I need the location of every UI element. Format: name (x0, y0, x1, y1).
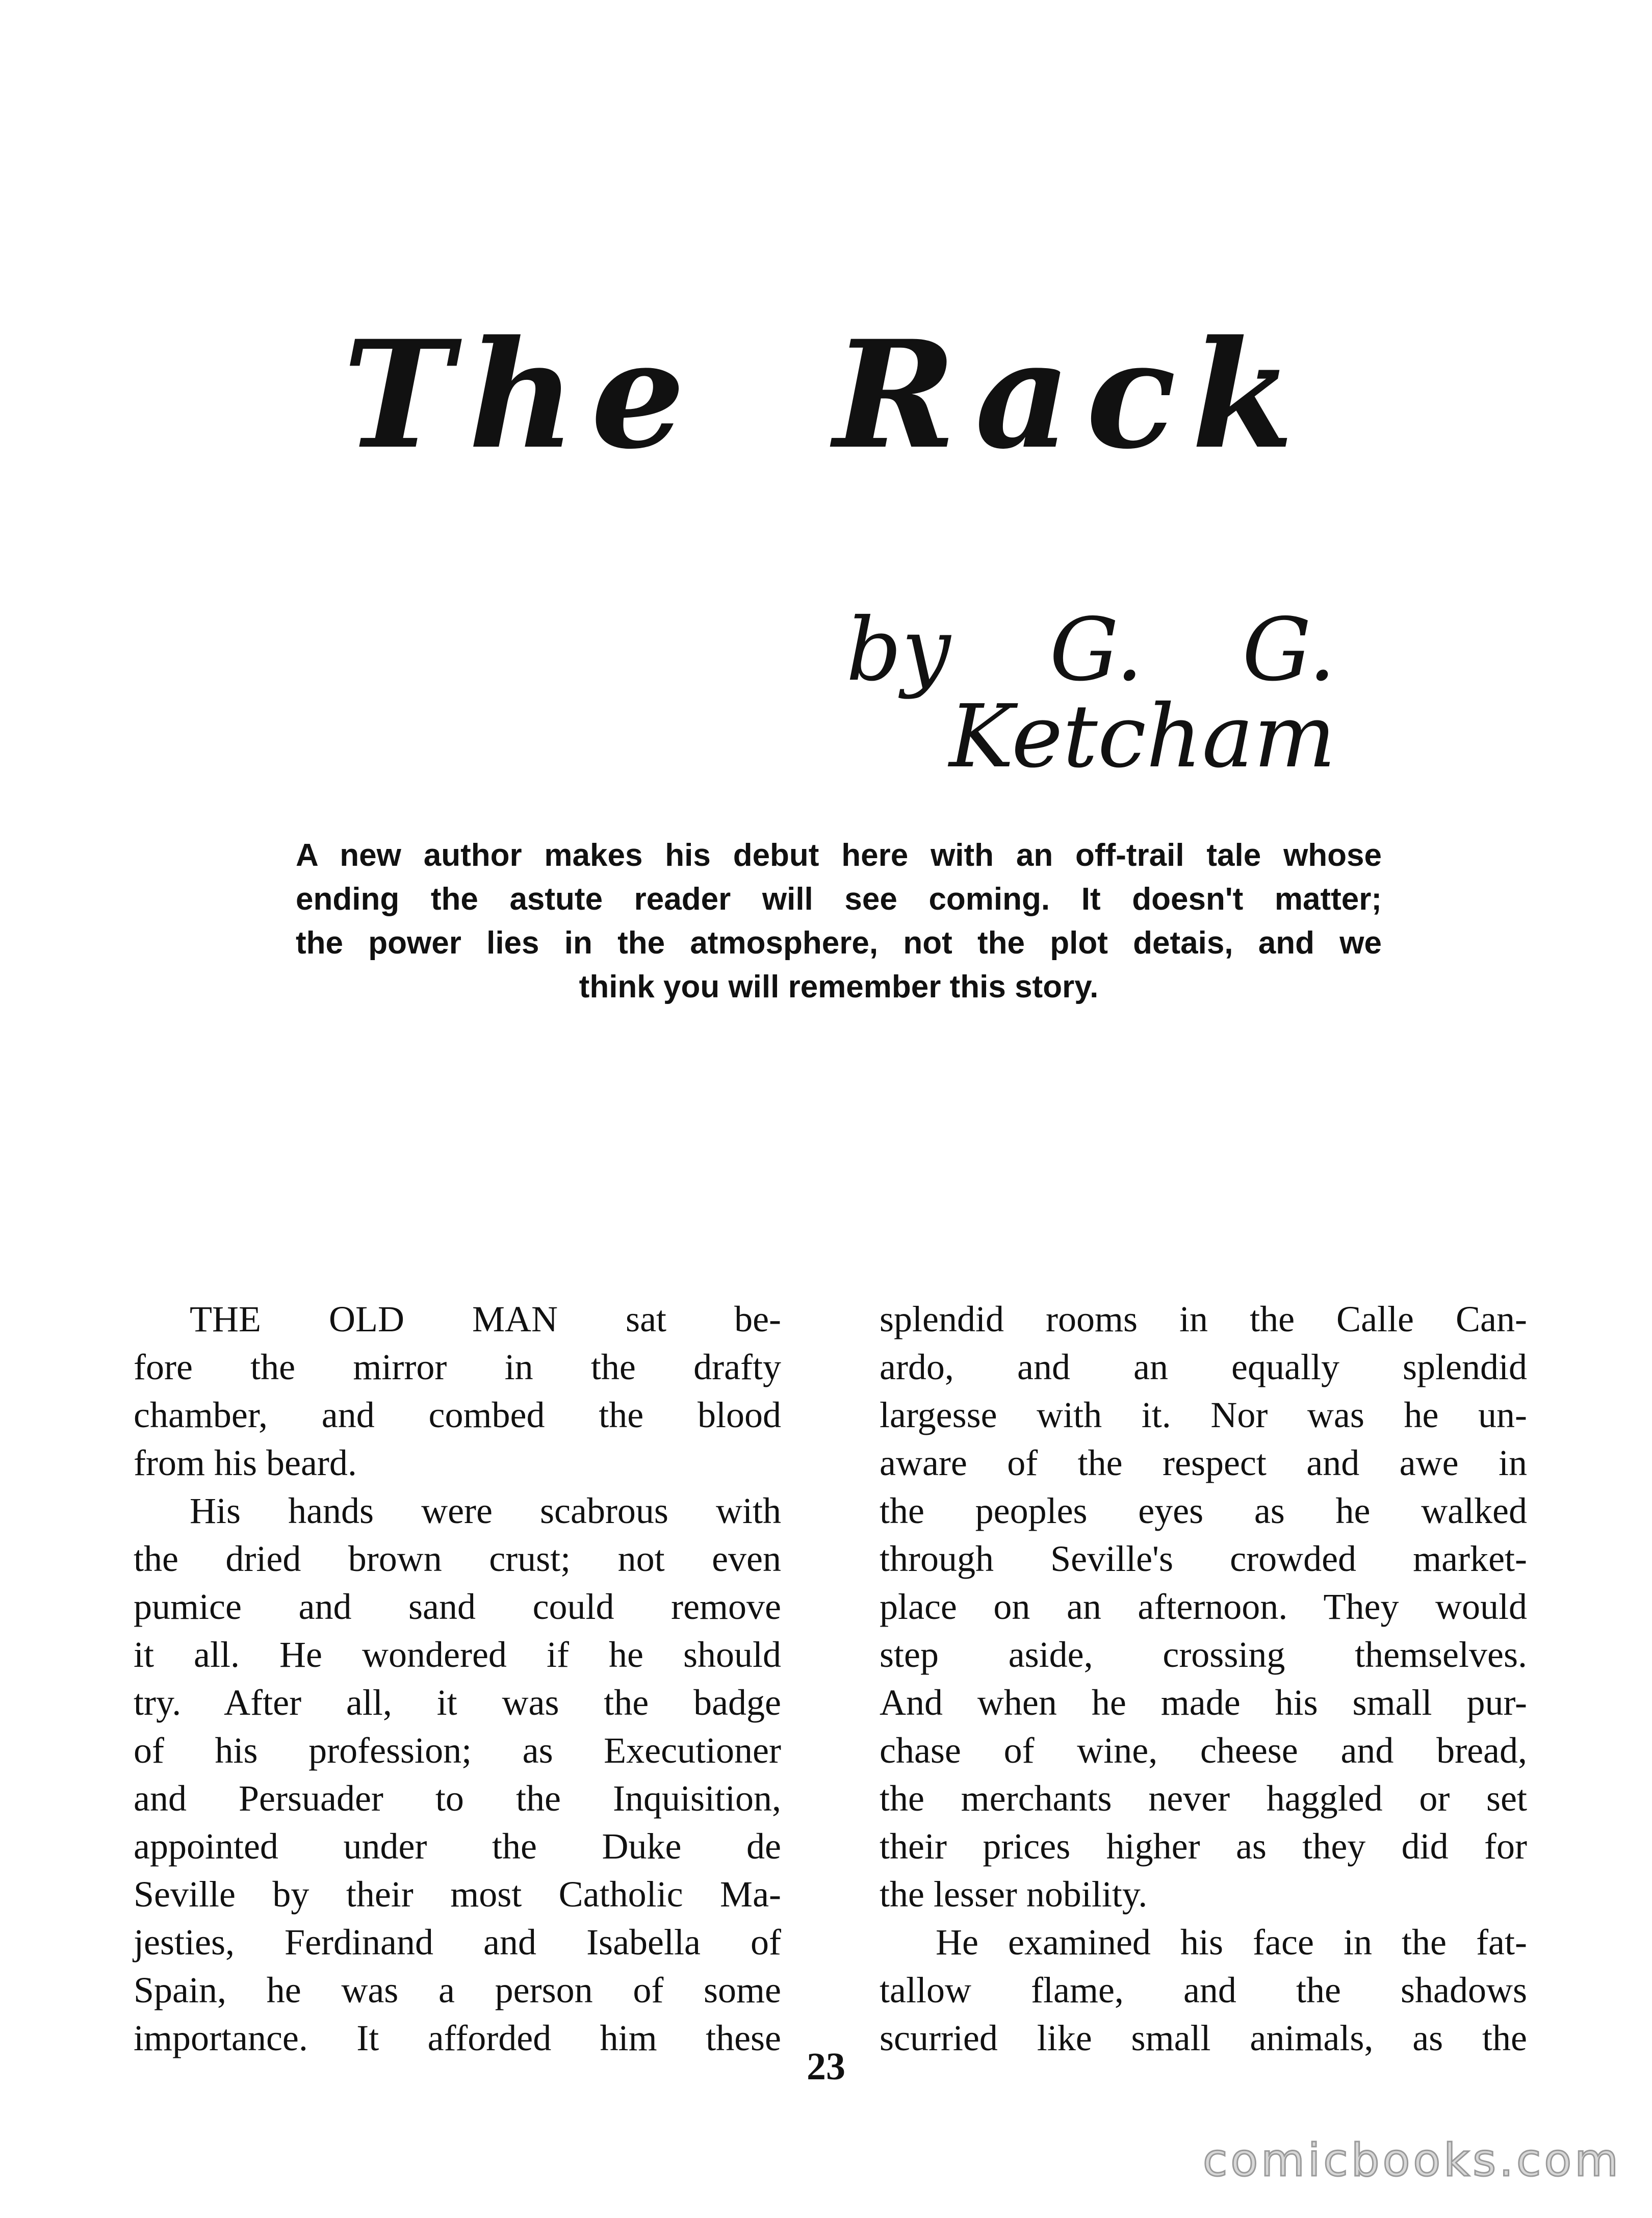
text-line: the peoples eyes as he walked (880, 1490, 1527, 1531)
editorial-blurb (296, 834, 1382, 1009)
text-line: the merchants never haggled or set (880, 1778, 1527, 1819)
site-watermark: comicbooks.com (1202, 2134, 1621, 2186)
blurb-line: A new author makes his debut here with an off-trail tale whose (296, 838, 1382, 873)
page-number: 23 (807, 2045, 845, 2088)
text-line: fore the mirror in the drafty (134, 1347, 781, 1387)
text-line: the dried brown crust; not even (134, 1538, 781, 1579)
text-line: importance. It afforded him these (134, 2018, 781, 2058)
text-line: His hands were scabrous with (190, 1490, 781, 1531)
blurb-line: think you will remember this story. (579, 969, 1099, 1004)
text-line: from his beard. (134, 1442, 357, 1483)
text-line: He examined his face in the fat- (936, 1922, 1527, 1963)
text-line: scurried like small animals, as the (880, 2018, 1527, 2058)
text-line: THE OLD MAN sat be- (190, 1299, 781, 1339)
text-line: the lesser nobility. (880, 1874, 1148, 1915)
text-line: largesse with it. Nor was he un- (880, 1395, 1527, 1435)
text-line: appointed under the Duke de (134, 1826, 781, 1867)
text-line: Spain, he was a person of some (134, 1970, 781, 2010)
blurb-line: ending the astute reader will see coming. It doesn't matter; (296, 882, 1382, 917)
text-line: chamber, and combed the blood (134, 1395, 781, 1435)
text-line: through Seville's crowded market- (880, 1538, 1527, 1579)
text-line: pumice and sand could remove (134, 1586, 781, 1627)
body-column-right (880, 1295, 1527, 2062)
text-line: aware of the respect and awe in (880, 1442, 1527, 1483)
text-line: place on an afternoon. They would (880, 1586, 1527, 1627)
text-line: it all. He wondered if he should (134, 1634, 781, 1675)
text-line: chase of wine, cheese and bread, (880, 1730, 1527, 1771)
text-line: and Persuader to the Inquisition, (134, 1778, 781, 1819)
story-byline: by G. G. Ketcham (846, 600, 1336, 787)
text-line: splendid rooms in the Calle Can- (880, 1299, 1527, 1339)
text-line: ardo, and an equally splendid (880, 1347, 1527, 1387)
text-line: of his profession; as Executioner (134, 1730, 781, 1771)
body-column-left (134, 1295, 781, 2062)
story-title: The Rack (343, 308, 1309, 482)
text-line: And when he made his small pur- (880, 1682, 1527, 1723)
text-line: tallow flame, and the shadows (880, 1970, 1527, 2010)
text-line: jesties, Ferdinand and Isabella of (134, 1922, 781, 1963)
text-line: step aside, crossing themselves. (880, 1634, 1527, 1675)
blurb-line: the power lies in the atmosphere, not the plot detais, and we (296, 925, 1382, 961)
text-line: Seville by their most Catholic Ma- (134, 1874, 781, 1915)
text-line: their prices higher as they did for (880, 1826, 1527, 1867)
text-line: try. After all, it was the badge (134, 1682, 781, 1723)
